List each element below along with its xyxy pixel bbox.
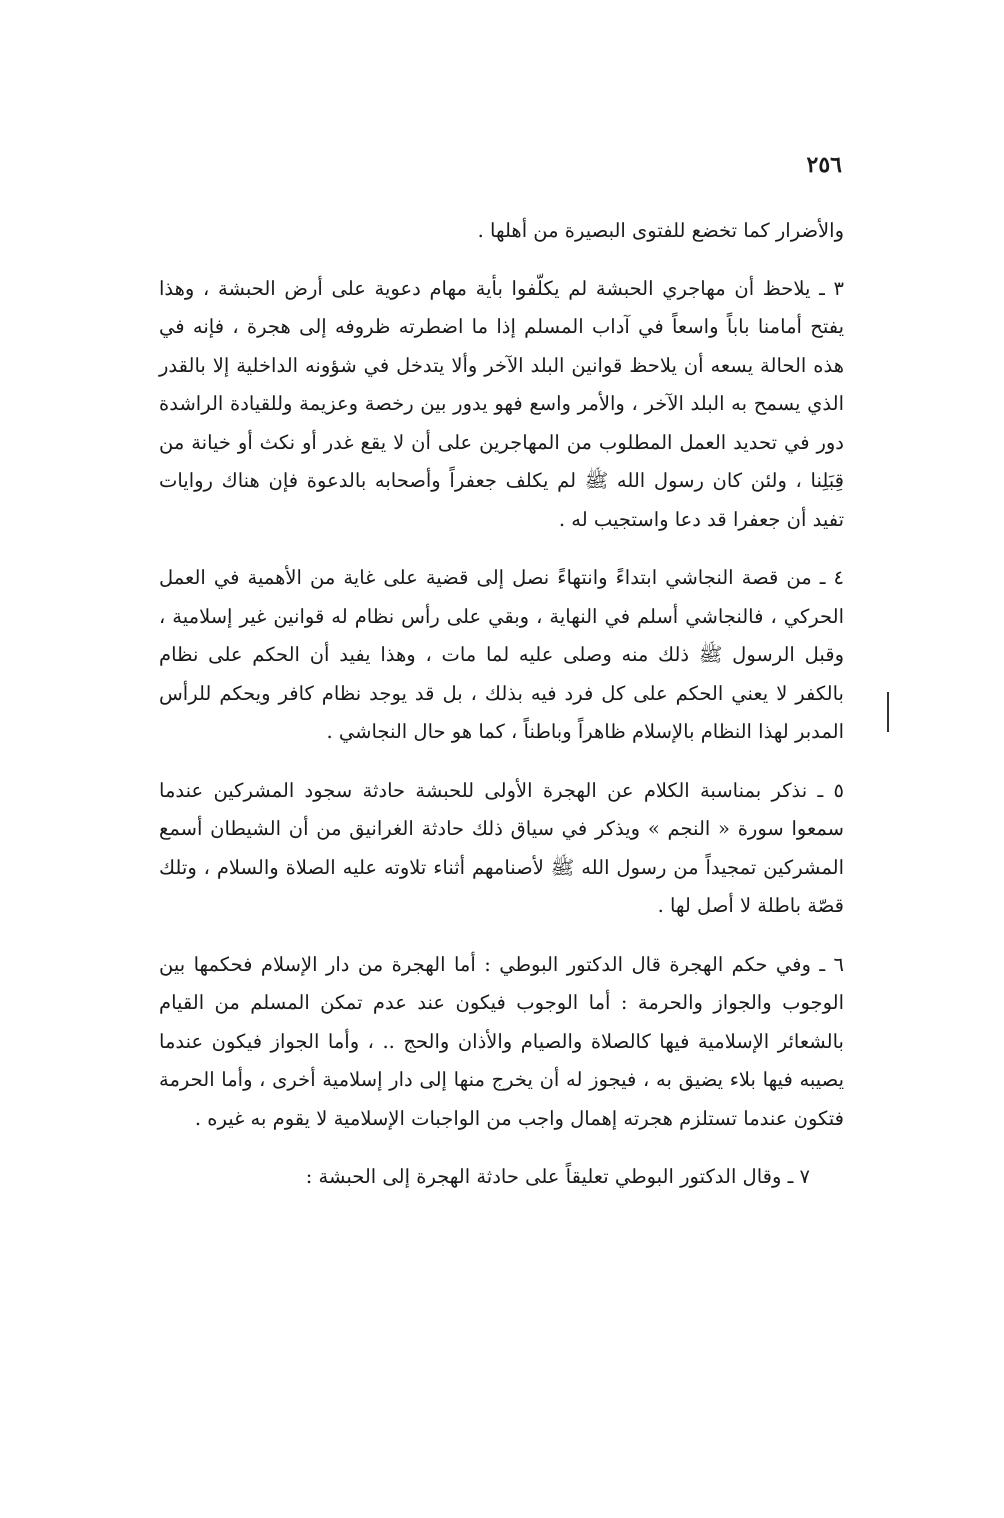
page-number: ٢٥٦	[806, 152, 842, 178]
body-text	[159, 212, 844, 1217]
paragraph-item-4: ٤ ـ من قصة النجاشي ابتداءً وانتهاءً نصل إلى قضية على غاية من الأهمية في العمل الحركي ، فالنجاشي أسلم في النهاية ، وبقي على رأس نظام له قوانين غير إسلامية ، وقبل الرسول ﷺ ذلك منه وصلى عليه لما مات ، وهذا يفيد أن الحكم على نظام بالكفر لا يعني الحكم على كل فرد فيه بذلك ، بل قد يوجد نظام كافر ويحكم للرأس المدبر لهذا النظام بالإسلام ظاهراً وباطناً ، كما هو حال النجاشي .	[159, 566, 844, 743]
paragraph-item-6: ٦ ـ وفي حكم الهجرة قال الدكتور البوطي : أما الهجرة من دار الإسلام فحكمها بين الوجوب والجواز والحرمة : أما الوجوب فيكون عند عدم تمكن المسلم من القيام بالشعائر الإسلامية فيها كالصلاة والصيام والأذان والحج .. ، وأما الجواز فيكون عندما يصيبه فيها بلاء يضيق به ، فيجوز له أن يخرج منها إلى دار إسلامية أخرى ، وأما الحرمة فتكون عندما تستلزم هجرته إهمال واجب من الواجبات الإسلامية لا يقوم به غيره .	[159, 952, 844, 1130]
paragraph-continuation: والأضرار كما تخضع للفتوى البصيرة من أهلها .	[477, 219, 844, 242]
paragraph-item-5: ٥ ـ نذكر بمناسبة الكلام عن الهجرة الأولى للحبشة حادثة سجود المشركين عندما سمعوا سورة « النجم » ويذكر في سياق ذلك حادثة الغرانيق من أن الشيطان أسمع المشركين تمجيداً من رسول الله ﷺ لأصنامهم أثناء تلاوته عليه الصلاة والسلام ، وتلك قصّة باطلة لا أصل لها .	[159, 778, 844, 917]
margin-mark	[887, 692, 889, 732]
paragraph-item-3: ٣ ـ يلاحظ أن مهاجري الحبشة لم يكلّفوا بأية مهام دعوية على أرض الحبشة ، وهذا يفتح أمامنا باباً واسعاً في آداب المسلم إذا ما اضطرته ظروفه إلى هجرة ، فإنه في هذه الحالة يسعه أن يلاحظ قوانين البلد الآخر وألا يتدخل في شؤونه الداخلية إلا بالقدر الذي يسمح به البلد الآخر ، والأمر واسع فهو يدور بين رخصة وعزيمة وللقيادة الراشدة دور في تحديد العمل المطلوب من المهاجرين على أن لا يقع غدر أو نكث أو خيانة من قِبَلِنا ، ولئن كان رسول الله ﷺ لم يكلف جعفراً وأصحابه بالدعوة فإن هناك روايات تفيد أن جعفرا قد دعا واستجيب له .	[159, 276, 844, 531]
paragraph-item-7: ٧ ـ وقال الدكتور البوطي تعليقاً على حادثة الهجرة إلى الحبشة :	[305, 1165, 810, 1188]
